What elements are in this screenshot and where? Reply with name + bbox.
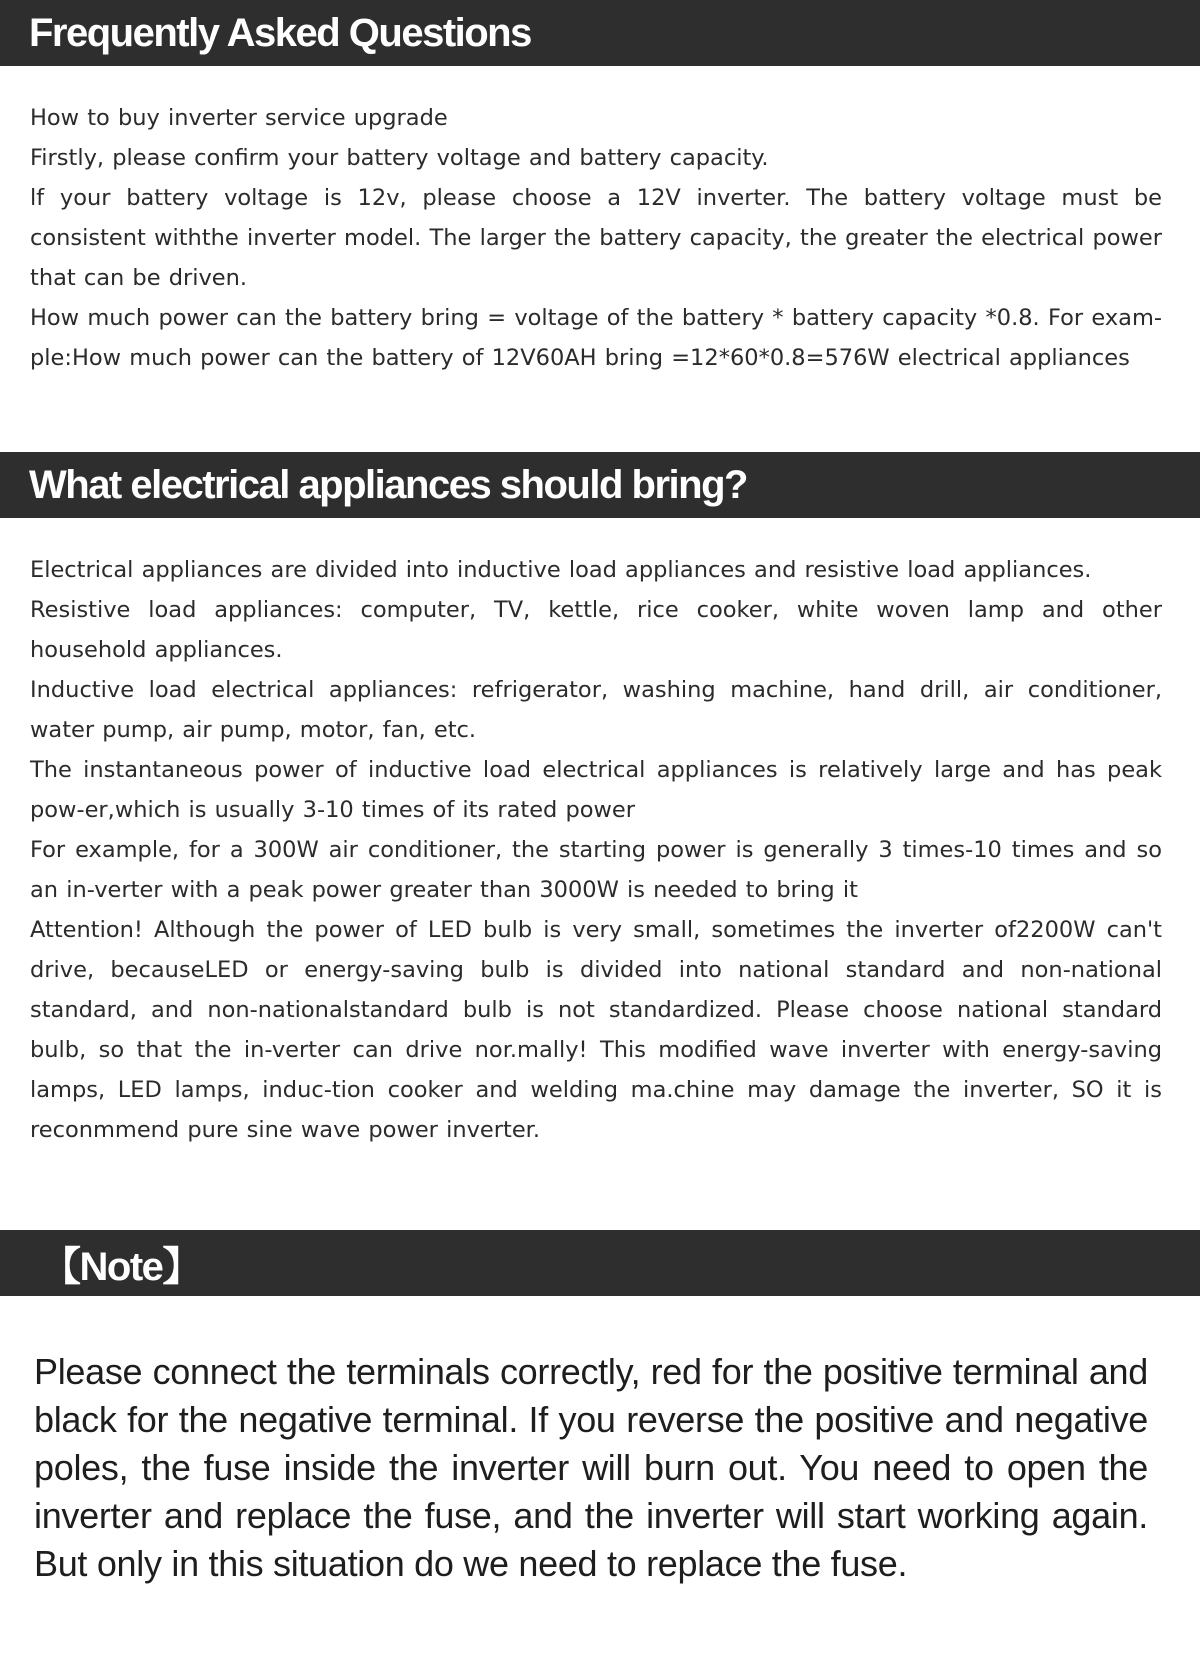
appliances-paragraph: Attention! Although the power of LED bulb is very small, sometimes the inverter of2200W can't drive, becauseLED or energy-saving bulb is divided into national standard and non-national standard, and non-nationalstandard bulb is not standardized. Please choose national standard bulb, so that the in-verter can drive nor.mally! This modified wave inverter with energy-saving lamps, LED lamps, induc-tion cooker and welding ma.chine may damage the inverter, SO it is reconmmend pure sine wave power inverter. <box>30 917 1162 1143</box>
appliances-paragraph: Inductive load electrical appliances: refrigerator, washing machine, hand drill, air conditioner, water pump, air pump, motor, fan, etc. <box>30 677 1162 743</box>
appliances-header-bar <box>0 452 1200 518</box>
appliances-paragraph: For example, for a 300W air conditioner, the starting power is generally 3 times-10 times and so an in-verter with a peak power greater than 3000W is needed to bring it <box>30 837 1162 903</box>
appliances-paragraph: Electrical appliances are divided into inductive load appliances and resistive load appliances. <box>30 557 1092 583</box>
note-header-bar <box>0 1230 1200 1296</box>
appliances-paragraph: The instantaneous power of inductive load electrical appliances is relatively large and has peak pow-er,which is usually 3-10 times of its rated power <box>30 757 1162 823</box>
appliances-paragraph: Resistive load appliances: computer, TV, kettle, rice cooker, white woven lamp and other household appliances. <box>30 597 1162 663</box>
faq-paragraph: How to buy inverter service upgrade <box>30 105 448 131</box>
note-body <box>34 1348 1148 1588</box>
faq-paragraph: lf your battery voltage is 12v, please choose a 12V inverter. The battery voltage must be consistent withthe inverter model. The larger the battery capacity, the greater the electrical power that can be driven. <box>30 185 1162 291</box>
appliances-title: What electrical appliances should bring? <box>29 462 747 507</box>
faq-paragraph: Firstly, please confirm your battery voltage and battery capacity. <box>30 145 769 171</box>
faq-paragraph: How much power can the battery bring = voltage of the battery * battery capacity *0.8. For exam-ple:How much power can the battery of 12V60AH bring =12*60*0.8=576W electrical appliances <box>30 305 1162 371</box>
appliances-body <box>30 550 1162 1150</box>
faq-body <box>30 98 1162 378</box>
note-title: 【Note】 <box>41 1244 201 1289</box>
faq-title: Frequently Asked Questions <box>29 10 531 55</box>
faq-header-bar <box>0 0 1200 66</box>
note-text: Please connect the terminals correctly, red for the positive terminal and black for the negative terminal. If you reverse the positive and negative poles, the fuse inside the inverter will burn out. You need to open the inverter and replace the fuse, and the inverter will start working again. But only in this situation do we need to replace the fuse. <box>34 1351 1148 1584</box>
